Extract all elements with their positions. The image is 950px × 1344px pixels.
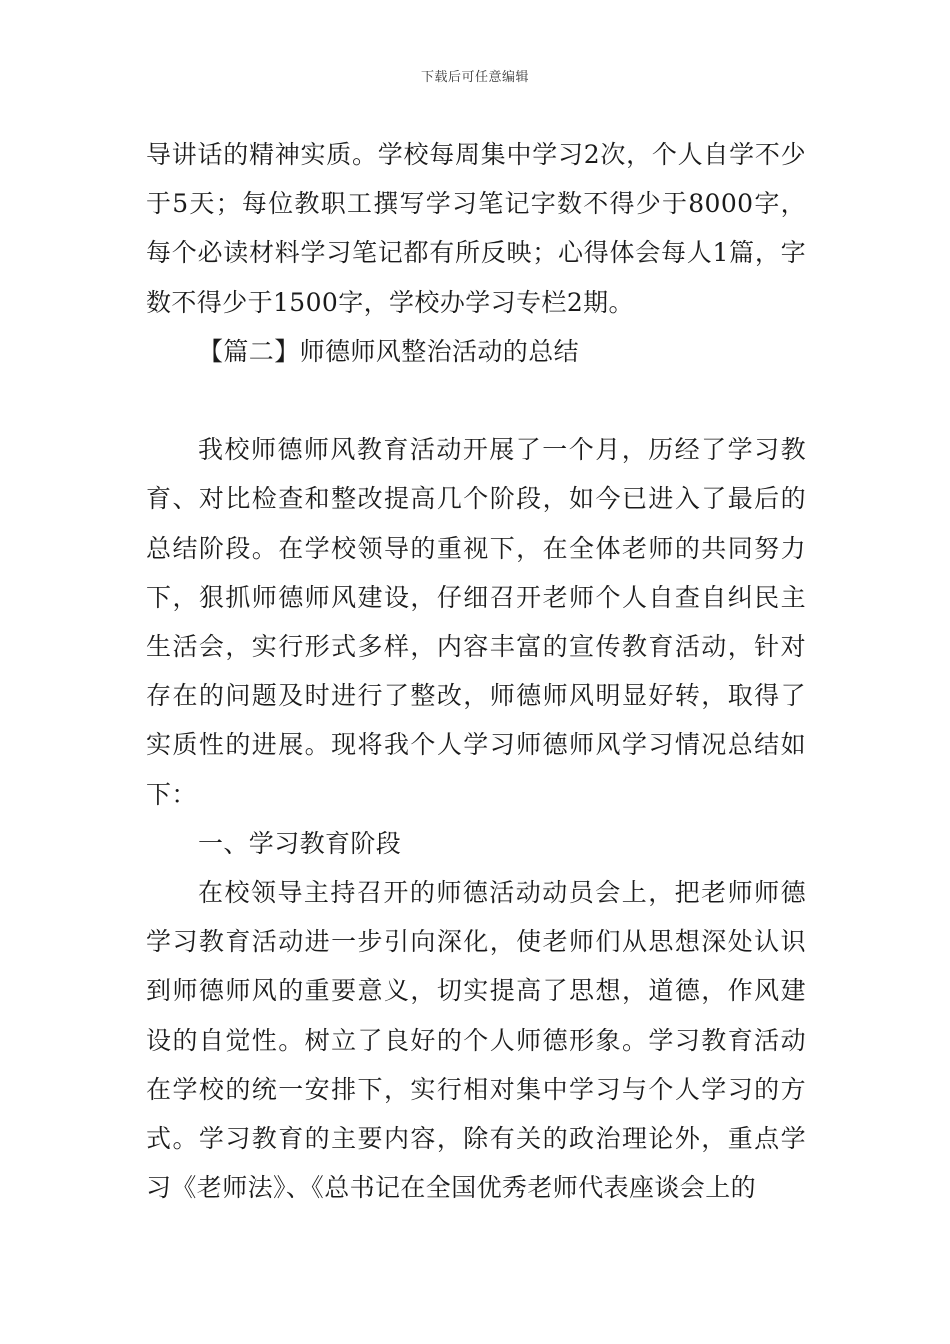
paragraph-continued: 导讲话的精神实质。学校每周集中学习2次，个人自学不少于5天；每位教职工撰写学习笔记字数不得少于8000字，每个必读材料学习笔记都有所反映；心得体会每人1篇，字数不得少于1500字，学校办学习专栏2期。 [146, 140, 806, 317]
paragraph-intro: 我校师德师风教育活动开展了一个月，历经了学习教育、对比检查和整改提高几个阶段，如今已进入了最后的总结阶段。在学校领导的重视下，在全体老师的共同努力下，狠抓师德师风建设，仔细召开老师个人自查自纠民主生活会，实行形式多样，内容丰富的宣传教育活动，针对存在的问题及时进行了整改，师德师风明显好转，取得了实质性的进展。现将我个人学习师德师风学习情况总结如下： [146, 435, 806, 809]
heading-study-stage: 一、学习教育阶段 [198, 828, 402, 858]
header-note: 下载后可任意编辑 [420, 70, 529, 85]
document-body [146, 130, 806, 1212]
section-title: 【篇二】师德师风整治活动的总结 [198, 336, 580, 366]
blank-line [146, 376, 806, 425]
paragraph-study-stage: 在校领导主持召开的师德活动动员会上，把老师师德学习教育活动进一步引向深化，使老师们从思想深处认识到师德师风的重要意义，切实提高了思想，道德，作风建设的自觉性。树立了良好的个人师德形象。学习教育活动在学校的统一安排下，实行相对集中学习与个人学习的方式。学习教育的主要内容，除有关的政治理论外，重点学习《老师法》、《总书记在全国优秀老师代表座谈会上的 [146, 878, 806, 1203]
